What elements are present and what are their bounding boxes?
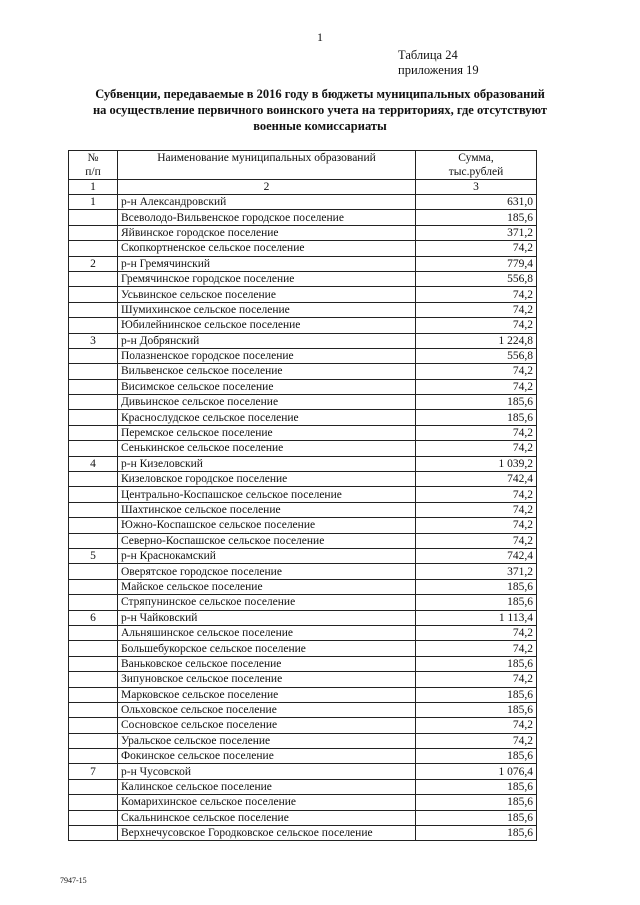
row-name: Дивьинское сельское поселение <box>118 395 416 410</box>
row-num <box>69 241 118 256</box>
table-row <box>69 548 537 563</box>
row-name: Майское сельское поселение <box>118 579 416 594</box>
table-row <box>69 271 537 286</box>
row-num: 4 <box>69 456 118 471</box>
row-sum: 1 039,2 <box>416 456 537 471</box>
row-num <box>69 641 118 656</box>
row-sum: 74,2 <box>416 287 537 302</box>
row-name: Альняшинское сельское поселение <box>118 625 416 640</box>
row-sum: 74,2 <box>416 518 537 533</box>
footer-code: 7947-15 <box>60 876 87 885</box>
table-row <box>69 410 537 425</box>
column-header-num-line: № <box>87 152 99 164</box>
row-name: Шахтинское сельское поселение <box>118 502 416 517</box>
table-row <box>69 733 537 748</box>
row-sum: 742,4 <box>416 472 537 487</box>
row-num <box>69 687 118 702</box>
row-sum: 1 113,4 <box>416 610 537 625</box>
table-row <box>69 487 537 502</box>
table-row <box>69 256 537 271</box>
column-header-num <box>69 151 118 180</box>
row-sum: 185,6 <box>416 687 537 702</box>
row-sum: 185,6 <box>416 395 537 410</box>
document-title <box>60 86 580 134</box>
row-num <box>69 225 118 240</box>
row-sum: 185,6 <box>416 779 537 794</box>
row-name: Краснослудское сельское поселение <box>118 410 416 425</box>
row-sum: 74,2 <box>416 502 537 517</box>
table-row <box>69 425 537 440</box>
table-row <box>69 533 537 548</box>
row-num <box>69 364 118 379</box>
table-row <box>69 718 537 733</box>
row-name: Всеволодо-Вильвенское городское поселение <box>118 210 416 225</box>
column-header-sum-line: тыс.рублей <box>448 166 504 178</box>
row-sum: 74,2 <box>416 672 537 687</box>
subsidies-table <box>68 150 537 841</box>
table-row <box>69 302 537 317</box>
row-name: Южно-Коспашское сельское поселение <box>118 518 416 533</box>
row-sum: 1 076,4 <box>416 764 537 779</box>
row-name: Сосновское сельское поселение <box>118 718 416 733</box>
column-header-num-line: п/п <box>85 166 101 178</box>
row-num <box>69 595 118 610</box>
row-num <box>69 749 118 764</box>
table-row <box>69 456 537 471</box>
document-title-line: на осуществление первичного воинского учета на территориях, где отсутствуют <box>92 103 548 117</box>
row-name: р-н Краснокамский <box>118 548 416 563</box>
row-num <box>69 733 118 748</box>
table-reference <box>398 48 479 78</box>
row-name: Сенькинское сельское поселение <box>118 441 416 456</box>
row-sum: 556,8 <box>416 348 537 363</box>
row-name: Шумихинское сельское поселение <box>118 302 416 317</box>
row-sum: 185,6 <box>416 749 537 764</box>
row-sum: 74,2 <box>416 379 537 394</box>
row-num <box>69 826 118 841</box>
row-name: Стряпунинское сельское поселение <box>118 595 416 610</box>
column-header-sum-line: Сумма, <box>458 152 494 164</box>
table-row <box>69 641 537 656</box>
row-name: р-н Александровский <box>118 195 416 210</box>
row-sum: 742,4 <box>416 548 537 563</box>
row-sum: 185,6 <box>416 795 537 810</box>
column-header-sum <box>416 151 537 180</box>
row-name: Полазненское городское поселение <box>118 348 416 363</box>
row-name: р-н Чайковский <box>118 610 416 625</box>
row-sum: 185,6 <box>416 579 537 594</box>
column-index-row <box>69 180 537 195</box>
table-row <box>69 564 537 579</box>
table-row <box>69 795 537 810</box>
row-num <box>69 810 118 825</box>
table-row <box>69 672 537 687</box>
row-sum: 1 224,8 <box>416 333 537 348</box>
row-num: 6 <box>69 610 118 625</box>
row-num <box>69 564 118 579</box>
row-num <box>69 472 118 487</box>
table-row <box>69 348 537 363</box>
row-num <box>69 302 118 317</box>
row-num <box>69 579 118 594</box>
row-sum: 74,2 <box>416 533 537 548</box>
table-header-row <box>69 151 537 180</box>
row-name: р-н Добрянский <box>118 333 416 348</box>
row-sum: 185,6 <box>416 656 537 671</box>
row-sum: 185,6 <box>416 210 537 225</box>
row-num <box>69 795 118 810</box>
table-row <box>69 518 537 533</box>
row-sum: 74,2 <box>416 425 537 440</box>
table-row <box>69 687 537 702</box>
row-sum: 185,6 <box>416 826 537 841</box>
row-name: Северно-Коспашское сельское поселение <box>118 533 416 548</box>
row-name: Скальнинское сельское поселение <box>118 810 416 825</box>
row-sum: 74,2 <box>416 364 537 379</box>
table-row <box>69 333 537 348</box>
row-name: Перемское сельское поселение <box>118 425 416 440</box>
row-sum: 371,2 <box>416 225 537 240</box>
row-name: Скопкортненское сельское поселение <box>118 241 416 256</box>
row-num: 5 <box>69 548 118 563</box>
row-num <box>69 379 118 394</box>
row-sum: 74,2 <box>416 487 537 502</box>
table-row <box>69 595 537 610</box>
row-num: 1 <box>69 195 118 210</box>
document-title-line: военные комиссариаты <box>253 119 387 133</box>
row-num <box>69 271 118 286</box>
table-row <box>69 749 537 764</box>
row-sum: 74,2 <box>416 641 537 656</box>
row-num: 3 <box>69 333 118 348</box>
column-index: 1 <box>69 180 118 195</box>
row-num <box>69 518 118 533</box>
column-header-name <box>118 151 416 180</box>
table-row <box>69 502 537 517</box>
row-name: Усьвинское сельское поселение <box>118 287 416 302</box>
table-row <box>69 472 537 487</box>
table-row <box>69 395 537 410</box>
table-row <box>69 287 537 302</box>
table-reference-line: Таблица 24 <box>398 48 458 62</box>
row-name: Вильвенское сельское поселение <box>118 364 416 379</box>
row-sum: 185,6 <box>416 702 537 717</box>
row-num <box>69 318 118 333</box>
row-num <box>69 348 118 363</box>
row-sum: 74,2 <box>416 302 537 317</box>
table-row <box>69 195 537 210</box>
table-row <box>69 826 537 841</box>
row-num <box>69 410 118 425</box>
table-body <box>69 195 537 841</box>
table-row <box>69 241 537 256</box>
row-sum: 779,4 <box>416 256 537 271</box>
row-name: Гремячинское городское поселение <box>118 271 416 286</box>
row-name: Центрально-Коспашское сельское поселение <box>118 487 416 502</box>
row-name: р-н Кизеловский <box>118 456 416 471</box>
row-num <box>69 441 118 456</box>
row-name: Ольховское сельское поселение <box>118 702 416 717</box>
row-name: Висимское сельское поселение <box>118 379 416 394</box>
row-num <box>69 672 118 687</box>
row-num <box>69 656 118 671</box>
row-num <box>69 425 118 440</box>
row-num <box>69 287 118 302</box>
table-row <box>69 810 537 825</box>
row-name: Оверятское городское поселение <box>118 564 416 579</box>
row-name: Фокинское сельское поселение <box>118 749 416 764</box>
row-num <box>69 210 118 225</box>
row-name: Кизеловское городское поселение <box>118 472 416 487</box>
row-num <box>69 487 118 502</box>
row-sum: 185,6 <box>416 810 537 825</box>
column-index: 3 <box>416 180 537 195</box>
row-name: Марковское сельское поселение <box>118 687 416 702</box>
table-row <box>69 656 537 671</box>
row-sum: 371,2 <box>416 564 537 579</box>
document-title-line: Субвенции, передаваемые в 2016 году в бюджеты муниципальных образований <box>95 87 545 101</box>
row-sum: 74,2 <box>416 718 537 733</box>
table-row <box>69 779 537 794</box>
row-name: Большебукорское сельское поселение <box>118 641 416 656</box>
column-index: 2 <box>118 180 416 195</box>
table-row <box>69 441 537 456</box>
row-name: Уральское сельское поселение <box>118 733 416 748</box>
row-name: Зипуновское сельское поселение <box>118 672 416 687</box>
table-row <box>69 379 537 394</box>
row-sum: 185,6 <box>416 595 537 610</box>
row-num <box>69 533 118 548</box>
table-row <box>69 364 537 379</box>
row-name: Комарихинское сельское поселение <box>118 795 416 810</box>
table-row <box>69 625 537 640</box>
table-row <box>69 579 537 594</box>
table-row <box>69 318 537 333</box>
table-row <box>69 610 537 625</box>
row-num <box>69 702 118 717</box>
row-name: Яйвинское городское поселение <box>118 225 416 240</box>
table-row <box>69 210 537 225</box>
row-num: 2 <box>69 256 118 271</box>
row-num <box>69 625 118 640</box>
row-num: 7 <box>69 764 118 779</box>
row-sum: 74,2 <box>416 441 537 456</box>
row-name: р-н Гремячинский <box>118 256 416 271</box>
column-header-name-text: Наименование муниципальных образований <box>157 152 376 164</box>
row-sum: 74,2 <box>416 241 537 256</box>
row-sum: 74,2 <box>416 318 537 333</box>
row-num <box>69 395 118 410</box>
row-sum: 556,8 <box>416 271 537 286</box>
row-num <box>69 779 118 794</box>
row-name: Юбилейнинское сельское поселение <box>118 318 416 333</box>
row-num <box>69 718 118 733</box>
table-row <box>69 764 537 779</box>
page-number: 1 <box>317 30 323 44</box>
row-name: Верхнечусовское Городковское сельское поселение <box>118 826 416 841</box>
row-sum: 74,2 <box>416 733 537 748</box>
row-sum: 631,0 <box>416 195 537 210</box>
row-name: Ваньковское сельское поселение <box>118 656 416 671</box>
table-row <box>69 225 537 240</box>
table-reference-line: приложения 19 <box>398 63 479 77</box>
row-sum: 185,6 <box>416 410 537 425</box>
row-sum: 74,2 <box>416 625 537 640</box>
row-name: Калинское сельское поселение <box>118 779 416 794</box>
row-num <box>69 502 118 517</box>
table-row <box>69 702 537 717</box>
row-name: р-н Чусовской <box>118 764 416 779</box>
